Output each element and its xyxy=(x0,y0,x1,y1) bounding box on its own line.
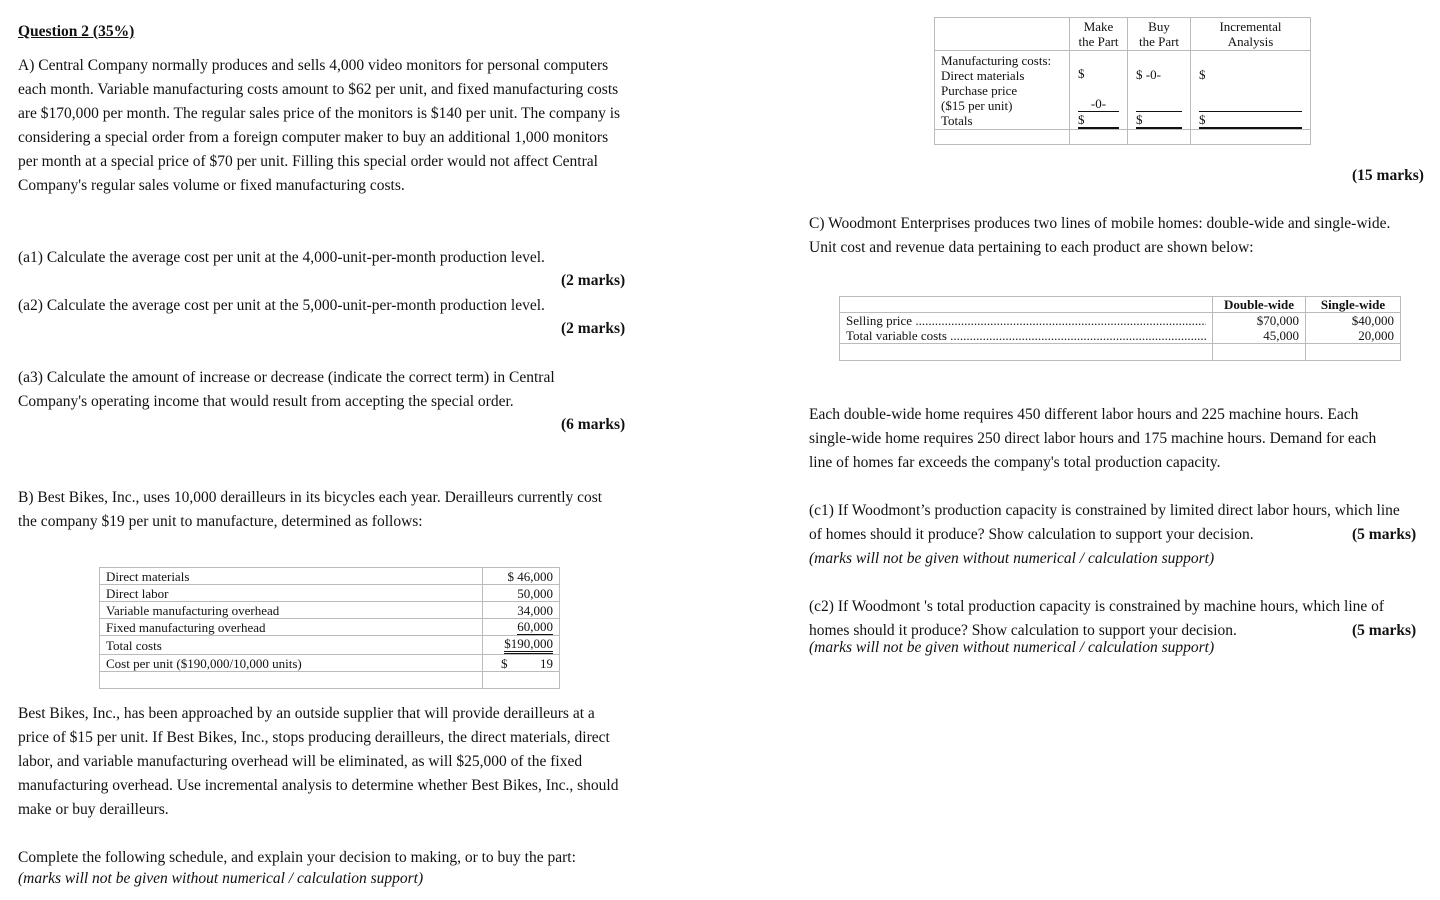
make-buy-schedule xyxy=(934,17,1311,145)
buy-column xyxy=(1128,51,1191,130)
question-c1 xyxy=(809,499,1429,547)
calculation-note: (marks will not be given without numerical / calculation support) xyxy=(18,870,424,887)
incremental-total: $ xyxy=(1199,112,1302,129)
text-line: Best Bikes, Inc., has been approached by an outside supplier that will provide derailleurs at a xyxy=(18,705,595,722)
row-label: Manufacturing costs: Direct materials Purchase price ($15 per unit) Totals xyxy=(935,51,1070,130)
row-value: 50,000 xyxy=(483,585,560,602)
text-line: manufacturing overhead. Use incremental analysis to determine whether Best Bikes, Inc., should xyxy=(18,777,619,794)
calculation-note-c2: (marks will not be given without numerical / calculation support) xyxy=(809,639,1215,656)
marks-c1: (5 marks) xyxy=(1352,526,1417,543)
buy-value: $ -0- xyxy=(1136,66,1161,82)
row-value: 34,000 xyxy=(483,602,560,619)
table-row xyxy=(100,655,560,672)
table-row xyxy=(100,636,560,655)
text-line: C) Woodmont Enterprises produces two lines of mobile homes: double-wide and single-wide. xyxy=(809,215,1391,232)
text-line: Each double-wide home requires 450 different labor hours and 225 machine hours. Each xyxy=(809,406,1359,423)
text-line: B) Best Bikes, Inc., uses 10,000 derailleurs in its bicycles each year. Derailleurs currently cost xyxy=(18,489,603,506)
marks-a3: (6 marks) xyxy=(561,416,626,433)
selling-price-single: $40,000 xyxy=(1351,313,1394,328)
text-line: the company $19 per unit to manufacture, determined as follows: xyxy=(18,513,423,530)
row-value: $ 46,000 xyxy=(483,568,560,585)
table-row xyxy=(935,130,1311,145)
part-b-intro xyxy=(18,486,658,534)
marks-c2: (5 marks) xyxy=(1352,622,1417,639)
text-line: (c2) If Woodmont 's total production capacity is constrained by machine hours, which line of xyxy=(809,598,1385,615)
question-c2 xyxy=(809,595,1429,643)
text-line: single-wide home requires 250 direct labor hours and 175 machine hours. Demand for each xyxy=(809,430,1377,447)
text-line: considering a special order from a foreign computer maker to buy an additional 1,000 monitors xyxy=(18,129,609,146)
question-a3 xyxy=(18,366,555,414)
variable-costs-single: 20,000 xyxy=(1358,328,1394,343)
make-value: $ xyxy=(1078,66,1085,81)
part-b-supplier xyxy=(18,702,658,822)
text-line: (a3) Calculate the amount of increase or decrease (indicate the correct term) in Central xyxy=(18,369,555,386)
row-value: 19 xyxy=(540,655,553,671)
marks-a2: (2 marks) xyxy=(561,320,626,337)
table-row xyxy=(100,568,560,585)
text-line: labor, and variable manufacturing overhead will be eliminated, as will $25,000 of the fixed xyxy=(18,753,583,770)
table-row xyxy=(840,297,1401,313)
mobile-homes-table xyxy=(839,296,1401,361)
text-line: make or buy derailleurs. xyxy=(18,801,169,818)
row-value: $190,000 xyxy=(504,636,553,654)
row-label: Cost per unit ($190,000/10,000 units) xyxy=(100,655,483,672)
variable-costs-double: 45,000 xyxy=(1263,328,1299,343)
make-total: $ xyxy=(1078,112,1119,129)
text-line: homes should it produce? Show calculation to support your decision. xyxy=(809,622,1237,639)
row-label: Direct labor xyxy=(100,585,483,602)
buy-total: $ xyxy=(1136,112,1182,129)
incremental-value: $ xyxy=(1199,66,1206,82)
double-wide-header: Double-wide xyxy=(1213,297,1306,313)
make-header: Make the Part xyxy=(1070,18,1128,51)
table-row xyxy=(935,18,1311,51)
table-row xyxy=(840,313,1401,344)
table-row xyxy=(100,585,560,602)
row-label: Total costs xyxy=(100,636,483,655)
buy-header: Buy the Part xyxy=(1128,18,1191,51)
text-line: Company's regular sales volume or fixed manufacturing costs. xyxy=(18,177,405,194)
selling-price-double: $70,000 xyxy=(1256,313,1299,328)
text-line: per month at a special price of $70 per unit. Filling this special order would not affect Central xyxy=(18,153,598,170)
incremental-column xyxy=(1191,51,1311,130)
marks-b: (15 marks) xyxy=(1352,167,1424,184)
table-row xyxy=(935,51,1311,130)
row-label: Direct materials xyxy=(100,568,483,585)
table-row xyxy=(100,672,560,689)
table-row xyxy=(100,602,560,619)
row-value: 60,000 xyxy=(517,619,553,634)
single-wide-header: Single-wide xyxy=(1306,297,1401,313)
incremental-value xyxy=(1199,97,1302,112)
question-a2: (a2) Calculate the average cost per unit at the 5,000-unit-per-month production level. xyxy=(18,297,545,314)
text-line: A) Central Company normally produces and sells 4,000 video monitors for personal computers xyxy=(18,57,609,74)
part-a-intro xyxy=(18,54,658,198)
marks-a1: (2 marks) xyxy=(561,272,626,289)
text-line: of homes should it produce? Show calculation to support your decision. xyxy=(809,526,1254,543)
currency-sign: $ xyxy=(501,655,508,671)
labor-machine-hours xyxy=(809,403,1429,475)
text-line: line of homes far exceeds the company's total production capacity. xyxy=(809,454,1221,471)
table-row xyxy=(100,619,560,636)
derailleur-cost-table xyxy=(99,567,560,689)
text-line: (c1) If Woodmont’s production capacity is constrained by limited direct labor hours, which line xyxy=(809,502,1400,519)
buy-value xyxy=(1136,97,1182,112)
question-a1: (a1) Calculate the average cost per unit at the 4,000-unit-per-month production level. xyxy=(18,249,545,266)
text-line: Company's operating income that would result from accepting the special order. xyxy=(18,393,514,410)
row-label: Fixed manufacturing overhead xyxy=(100,619,483,636)
part-c-intro xyxy=(809,212,1429,260)
calculation-note-c1: (marks will not be given without numerical / calculation support) xyxy=(809,550,1215,567)
text-line: each month. Variable manufacturing costs amount to $62 per unit, and fixed manufacturing costs xyxy=(18,81,619,98)
row-label: Variable manufacturing overhead xyxy=(100,602,483,619)
make-value: -0- xyxy=(1078,96,1119,112)
row-label: Total variable costs ..... xyxy=(846,328,1206,343)
row-label: Selling price ..... xyxy=(846,313,1206,328)
complete-schedule-text: Complete the following schedule, and explain your decision to making, or to buy the part: xyxy=(18,849,576,866)
question-title: Question 2 (35%) xyxy=(18,23,135,40)
text-line: price of $15 per unit. If Best Bikes, Inc., stops producing derailleurs, the direct materials, direct xyxy=(18,729,610,746)
incremental-header: Incremental Analysis xyxy=(1191,18,1311,51)
make-column xyxy=(1070,51,1128,130)
table-row xyxy=(840,344,1401,361)
text-line: Unit cost and revenue data pertaining to each product are shown below: xyxy=(809,239,1254,256)
text-line: are $170,000 per month. The regular sales price of the monitors is $140 per unit. The company is xyxy=(18,105,621,122)
